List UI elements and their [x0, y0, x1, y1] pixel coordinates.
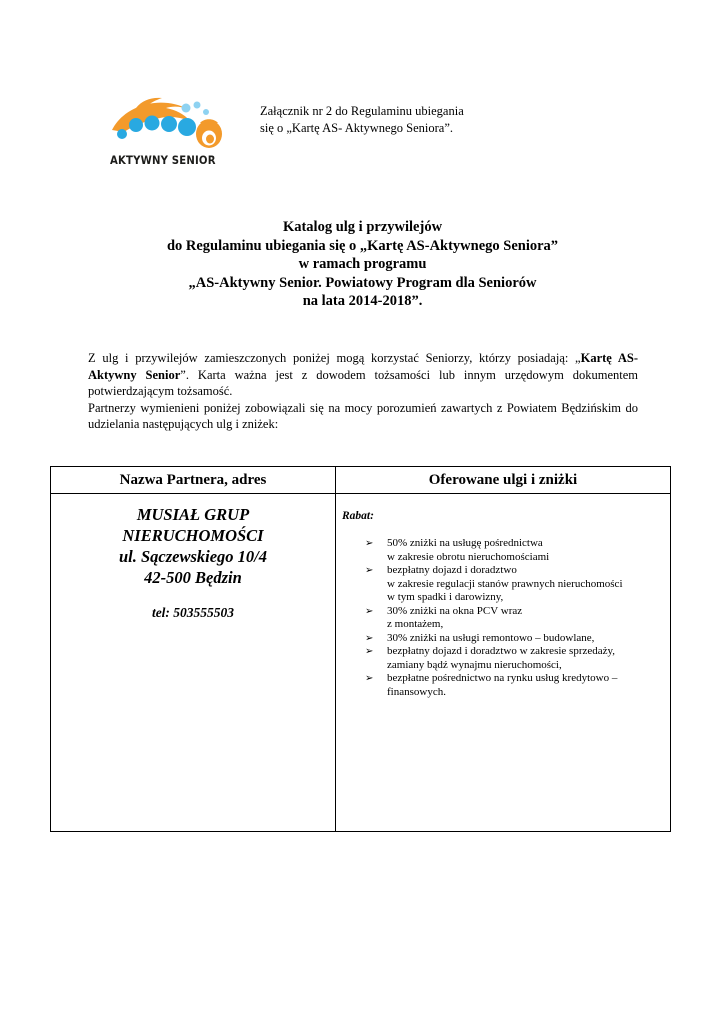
intro-p1-before: Z ulg i przywilejów zamieszczonych poniżej mogą korzystać Seniorzy, którzy posiadają: „ [88, 351, 581, 365]
offer-list [342, 537, 664, 699]
offer-line: w zakresie obrotu nieruchomościami [387, 550, 550, 563]
offer-line: w zakresie regulacji stanów prawnych nieruchomości [387, 577, 623, 590]
attachment-note [260, 103, 464, 137]
logo-graphic-icon [96, 94, 226, 154]
list-item [365, 632, 664, 646]
offer-line: 30% zniżki na usługi remontowo – budowlane, [387, 631, 595, 644]
arrow-bullet-icon: ➢ [365, 673, 374, 684]
arrow-bullet-icon: ➢ [365, 605, 374, 617]
list-item [365, 537, 664, 564]
header-offers: Oferowane ulgi i zniżki [336, 467, 671, 494]
arrow-bullet-icon: ➢ [365, 565, 374, 576]
title-line-2: do Regulaminu ubiegania się o „Kartę AS-Aktywnego Seniora” [166, 237, 559, 254]
intro-paragraph-2: Partnerzy wymienieni poniżej zobowiązali się na mocy porozumień zawartych z Powiatem Będzińskim do udzielania następujących ulg i zniżek: [88, 400, 638, 431]
title-line-4: „AS-Aktywny Senior. Powiatowy Program dla Seniorów [188, 274, 537, 291]
arrow-bullet-icon: ➢ [365, 538, 374, 549]
partner-line-2: NIERUCHOMOŚCI [122, 526, 264, 545]
list-item [365, 605, 664, 632]
attachment-line-1: Załącznik nr 2 do Regulaminu ubiegania [260, 104, 464, 118]
partner-line-1: MUSIAŁ GRUP [136, 505, 250, 524]
partner-cell [51, 494, 336, 832]
offer-line: zamiany bądź wynajmu nieruchomości, [387, 658, 562, 671]
partner-phone: tel: 503555503 [151, 605, 235, 620]
card-name-bold: Kartę AS-Aktywny Senior [88, 351, 638, 382]
arrow-bullet-icon: ➢ [365, 632, 374, 644]
offer-line: bezpłatne pośrednictwo na rynku usług kredytowo – [387, 672, 618, 684]
list-item [365, 672, 664, 699]
logo-text: AKTYWNY SENIOR [110, 153, 216, 167]
aktywny-senior-logo [96, 94, 226, 174]
list-item [365, 564, 664, 605]
document-title [60, 218, 665, 311]
partner-address-city: 42-500 Będzin [144, 568, 242, 587]
intro-paragraph-1 [88, 350, 638, 400]
intro-text [88, 350, 638, 433]
offer-line: finansowych. [387, 685, 446, 698]
offer-line: bezpłatny dojazd i doradztwo [387, 564, 517, 576]
list-item [365, 645, 664, 672]
title-line-5: na lata 2014-2018”. [302, 293, 423, 309]
partner-name [52, 504, 334, 588]
title-line-3: w ramach programu [298, 256, 427, 272]
discount-table [50, 466, 671, 832]
arrow-bullet-icon: ➢ [365, 646, 374, 657]
partner-address-street: ul. Sączewskiego 10/4 [118, 547, 268, 566]
offer-line: bezpłatny dojazd i doradztwo w zakresie sprzedaży, [387, 645, 616, 657]
offer-line: z montażem, [387, 618, 444, 630]
header-partner: Nazwa Partnera, adres [51, 467, 336, 494]
offer-line: 50% zniżki na usługę pośrednictwa [387, 537, 543, 549]
offer-line: w tym spadki i darowizny, [387, 591, 504, 603]
offers-cell [336, 494, 671, 832]
table-row [51, 494, 671, 832]
table-header-row [51, 467, 671, 494]
intro-p1-after: ”. Karta ważna jest z dowodem tożsamości lub innym urzędowym dokumentem potwierdzającym tożsamość. [88, 367, 639, 398]
offer-line: 30% zniżki na okna PCV wraz [387, 604, 523, 617]
attachment-line-2: się o „Kartę AS- Aktywnego Seniora”. [260, 121, 454, 135]
title-line-1: Katalog ulg i przywilejów [282, 219, 443, 235]
rabat-label: Rabat: [342, 510, 374, 522]
